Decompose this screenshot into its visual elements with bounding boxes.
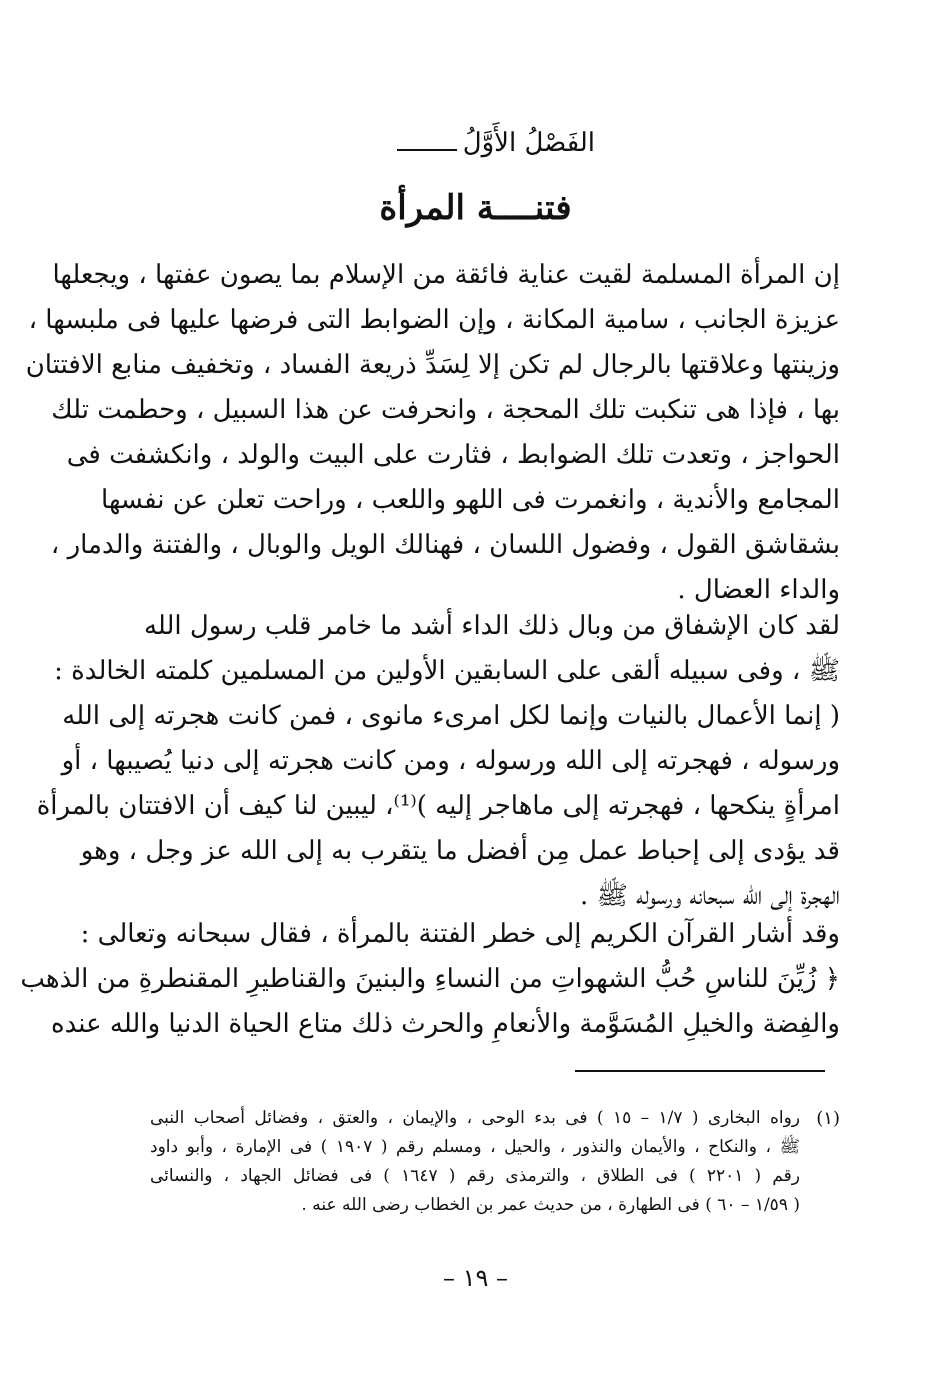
text-line: امرأةٍ ينكحها ، فهجرته إلى ماهاجر إليه )⁽¹⁾، ليبين لنا كيف أن الافتتان بالمرأة	[36, 791, 840, 821]
footnote-line: رقم ( ٢٢٠١ ) فى الطلاق ، والترمذى رقم ( ١٦٤٧ ) فى فضائل الجهاد ، والنسائى	[150, 1166, 800, 1186]
paragraph-3	[20, 912, 840, 1047]
footnote-line: ( ١/٥٩ – ٦٠ ) فى الطهارة ، من حديث عمر بن الخطاب رضى الله عنه .	[301, 1195, 800, 1215]
text-line: ( إنما الأعمال بالنيات وإنما لكل امرىء مانوى ، فمن كانت هجرته إلى الله	[62, 701, 840, 731]
text-line: بشقاشق القول ، وفضول اللسان ، فهنالك الويل والوبال ، والفتنة والدمار ،	[50, 530, 840, 560]
page-number: – ١٩ –	[442, 1264, 509, 1292]
chapter-heading	[395, 118, 595, 168]
footnote-marker: (١)	[816, 1108, 840, 1129]
text-line: ﷺ ، وفى سبيله ألقى على السابقين الأولين من المسلمين كلمته الخالدة :	[54, 656, 840, 686]
text-line: وزينتها وعلاقتها بالرجال لم تكن إلا لِسَدِّ ذريعة الفساد ، وتخفيف منابع الافتتان	[25, 350, 840, 380]
paragraph-2	[36, 604, 840, 919]
text-line: والفِضة والخيلِ المُسَوَّمة والأنعامِ والحرث ذلك متاع الحياة الدنيا والله عنده	[50, 1009, 840, 1039]
text-line: لقد كان الإشفاق من وبال ذلك الداء أشد ما خامر قلب رسول الله	[143, 611, 840, 641]
footnote-line: رواه البخارى ( ١/٧ – ١٥ ) فى بدء الوحى ، والإيمان ، والعتق ، وفضائل أصحاب النبى	[150, 1108, 800, 1128]
text-line: الهجرة إلى الله سبحانه ورسوله ﷺ .	[579, 881, 840, 911]
text-line: والداء العضال .	[677, 575, 840, 605]
footnote-line: ﷺ ، والنكاح ، والأيمان والنذور ، والحيل ، ومسلم رقم ( ١٩٠٧ ) فى الإمارة ، وأبو داود	[150, 1137, 800, 1157]
text-line: ورسوله ، فهجرته إلى الله ورسوله ، ومن كانت هجرته إلى دنيا يُصيبها ، أو	[61, 746, 840, 776]
paragraph-1	[25, 253, 840, 613]
text-line: عزيزة الجانب ، سامية المكانة ، وإن الضوابط التى فرضها عليها فى ملبسها ،	[28, 305, 840, 335]
footnote-1	[150, 1104, 840, 1220]
footnote-text	[150, 1104, 800, 1220]
footnote-divider	[575, 1070, 825, 1072]
text-line: وقد أشار القرآن الكريم إلى خطر الفتنة بالمرأة ، فقال سبحانه وتعالى :	[80, 919, 840, 949]
footnotes	[150, 1104, 840, 1220]
text-line: قد يؤدى إلى إحباط عمل مِن أفضل ما يتقرب به إلى الله عز وجل ، وهو	[80, 836, 840, 866]
chapter-heading-rule	[397, 149, 457, 151]
text-line: ﴿ زُيِّنَ للناسِ حُبُّ الشهواتِ من النساءِ والبنينَ والقناطيرِ المقنطرةِ من الذهب	[20, 964, 840, 994]
chapter-heading-label: الفَصْلُ الأَوَّلُ	[462, 128, 595, 158]
text-line: إن المرأة المسلمة لقيت عناية فائقة من الإسلام بما يصون عفتها ، ويجعلها	[52, 260, 840, 290]
text-line: المجامع والأندية ، وانغمرت فى اللهو واللعب ، وراحت تعلن عن نفسها	[101, 485, 840, 515]
section-title: فتنــــة المرأة	[379, 188, 572, 228]
text-line: بها ، فإذا هى تنكبت تلك المحجة ، وانحرفت عن هذا السبيل ، وحطمت تلك	[51, 395, 840, 425]
text-line: الحواجز ، وتعدت تلك الضوابط ، فثارت على البيت والولد ، وانكشفت فى	[66, 440, 840, 470]
